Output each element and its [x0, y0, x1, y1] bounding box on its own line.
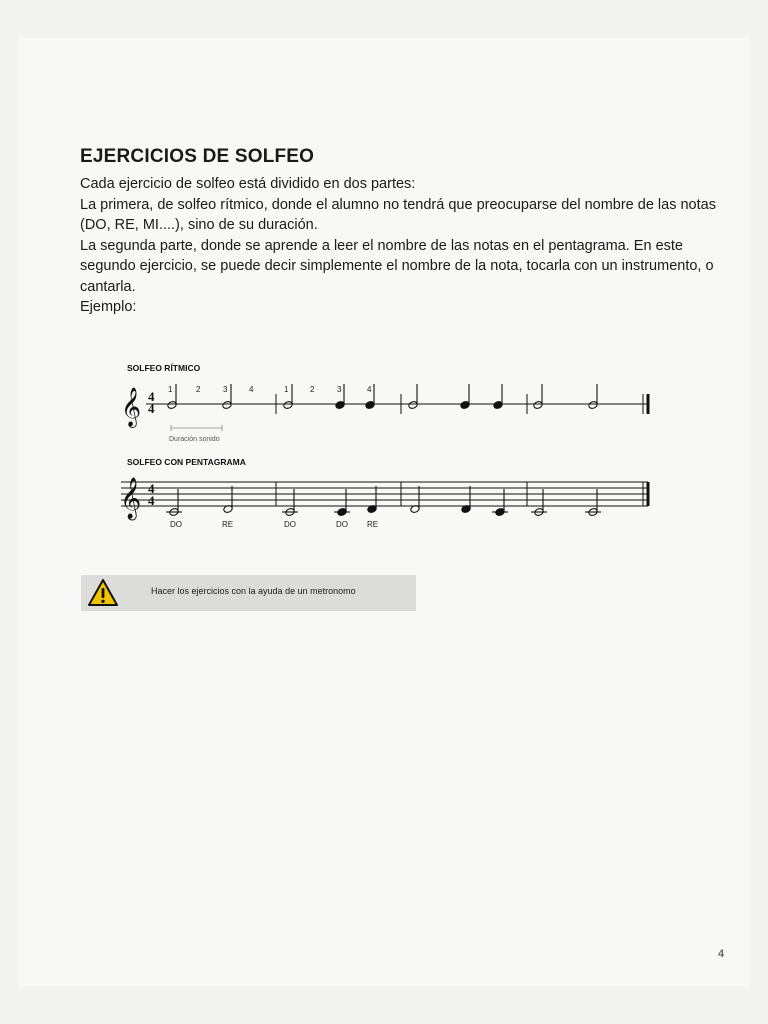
svg-text:4: 4: [148, 481, 155, 496]
note-name: DO: [284, 520, 296, 529]
note-name: RE: [222, 520, 234, 529]
beat-count: 4: [249, 385, 254, 394]
paragraph: Ejemplo:: [80, 299, 137, 315]
beat-count: 1: [284, 385, 289, 394]
paragraph: Cada ejercicio de solfeo está dividido en dos partes:: [80, 176, 416, 192]
warning-icon: [87, 578, 119, 608]
note-names: [170, 520, 378, 529]
beat-count: 2: [196, 385, 201, 394]
beat-count: 1: [168, 385, 173, 394]
staff-lines: [121, 482, 648, 506]
paragraph: La segunda parte, donde se aprende a leer el nombre de las notas en el pentagrama. En este segundo ejercicio, se puede decir simplemente el nombre de la nota, tocarla con un instrumento, o cantarla.: [80, 237, 714, 295]
rhythm-notes: [167, 384, 598, 409]
time-signature: [148, 389, 155, 416]
beat-count: 3: [337, 385, 342, 394]
metronome-callout: [81, 575, 416, 611]
note-name: RE: [367, 520, 379, 529]
duration-annotation: Duración sonido: [169, 436, 220, 443]
note-name: DO: [170, 520, 182, 529]
music-example: [118, 360, 678, 540]
note-name: DO: [336, 520, 348, 529]
paragraph: La primera, de solfeo rítmico, donde el alumno no tendrá que preocuparse del nombre de las notas (DO, RE, MI....), sino de su duración.: [80, 196, 716, 233]
duration-bracket: [171, 425, 222, 431]
beat-count: 3: [223, 385, 228, 394]
staff-label: SOLFEO CON PENTAGRAMA: [127, 457, 246, 467]
time-signature: [148, 481, 155, 508]
beat-count: 4: [367, 385, 372, 394]
svg-text:4: 4: [148, 389, 155, 404]
treble-clef-icon: 𝄞: [121, 387, 142, 427]
staff-notes: [166, 486, 601, 516]
treble-clef-icon: 𝄞: [120, 478, 142, 519]
page-number: 4: [718, 948, 725, 960]
callout-text: Hacer los ejercicios con la ayuda de un metronomo: [151, 586, 356, 596]
beat-count: 2: [310, 385, 315, 394]
beat-counts: [168, 385, 372, 394]
svg-text:4: 4: [148, 493, 155, 508]
page-title: EJERCICIOS DE SOLFEO: [80, 146, 315, 167]
rhythmic-label: SOLFEO RÍTMICO: [127, 363, 201, 373]
text-section: [80, 146, 720, 318]
svg-text:4: 4: [148, 401, 155, 416]
